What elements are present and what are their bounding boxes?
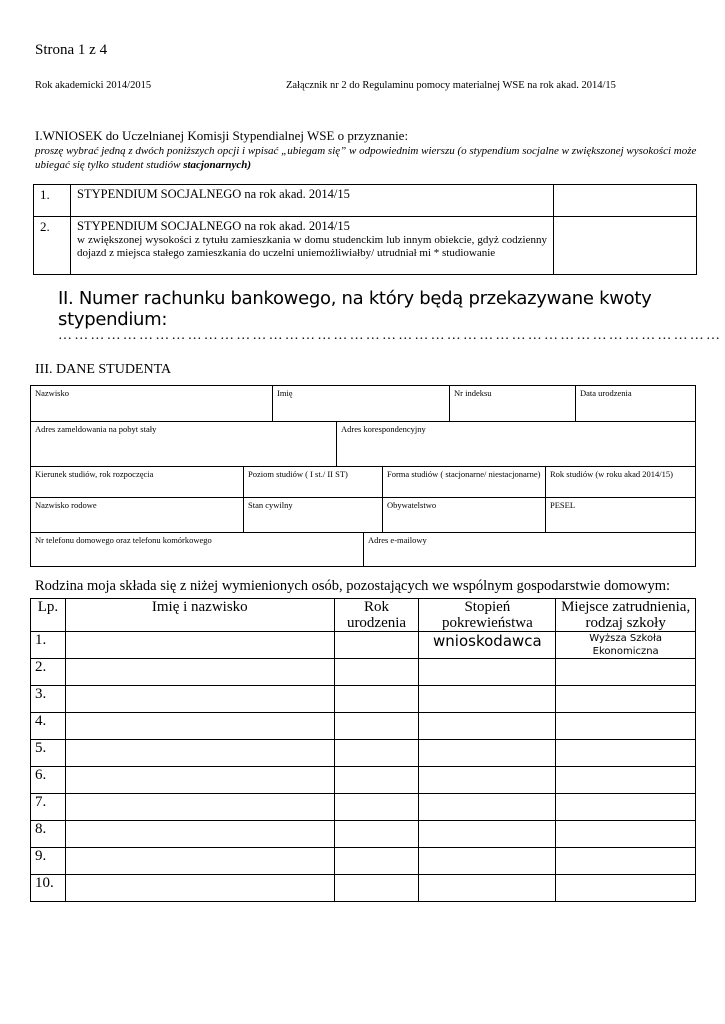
field-of-study-field[interactable]: Kierunek studiów, rok rozpoczęcia xyxy=(30,466,244,498)
row-relation-cell[interactable] xyxy=(419,686,556,713)
phone-field[interactable]: Nr telefonu domowego oraz telefonu komórkowego xyxy=(30,532,364,567)
correspondence-address-field[interactable]: Adres korespondencyjny xyxy=(336,421,696,467)
surname-field[interactable]: Nazwisko xyxy=(30,385,273,422)
row-lp: 6. xyxy=(31,767,66,794)
header-name: Imię i nazwisko xyxy=(65,599,334,632)
family-row xyxy=(31,794,696,821)
row-relation-cell[interactable] xyxy=(419,740,556,767)
row-year-cell[interactable] xyxy=(334,767,419,794)
family-row xyxy=(31,848,696,875)
row-workplace-cell[interactable] xyxy=(556,848,696,875)
row-year-cell[interactable] xyxy=(334,821,419,848)
row-relation-cell[interactable]: wnioskodawca xyxy=(419,632,556,659)
option-1-field[interactable] xyxy=(554,185,697,217)
permanent-address-field[interactable]: Adres zameldowania na pobyt stały xyxy=(30,421,337,467)
email-field[interactable]: Adres e-mailowy xyxy=(363,532,696,567)
option-number: 1. xyxy=(34,185,71,217)
row-year-cell[interactable] xyxy=(334,794,419,821)
study-level-field[interactable]: Poziom studiów ( I st./ II ST) xyxy=(243,466,383,498)
row-name-cell[interactable] xyxy=(65,740,334,767)
row-year-cell[interactable] xyxy=(334,713,419,740)
section-3-title: III. DANE STUDENTA xyxy=(35,362,172,377)
family-row xyxy=(31,821,696,848)
row-lp: 8. xyxy=(31,821,66,848)
pesel-field[interactable]: PESEL xyxy=(545,497,696,533)
family-table xyxy=(30,598,696,902)
section-2-title: II. Numer rachunku bankowego, na który będą przekazywane kwoty stypendium: xyxy=(58,288,652,330)
row-lp: 3. xyxy=(31,686,66,713)
row-year-cell[interactable] xyxy=(334,740,419,767)
instruction-bold: stacjonarnych) xyxy=(183,159,252,171)
attachment-note: Załącznik nr 2 do Regulaminu pomocy materialnej WSE na rok akad. 2014/15 xyxy=(286,80,616,91)
row-relation-cell[interactable] xyxy=(419,659,556,686)
row-workplace-cell[interactable] xyxy=(556,767,696,794)
bank-account-field[interactable]: …………………………………………………………………………………………………………… xyxy=(58,328,723,343)
header-lp: Lp. xyxy=(31,599,66,632)
family-header-row xyxy=(31,599,696,632)
option-2-field[interactable] xyxy=(554,217,697,275)
student-data-grid xyxy=(30,385,696,567)
family-row xyxy=(31,659,696,686)
option-cell xyxy=(71,217,554,275)
option-title: STYPENDIUM SOCJALNEGO na rok akad. 2014/15 xyxy=(71,185,554,217)
option-row-2 xyxy=(34,217,697,275)
option-title: STYPENDIUM SOCJALNEGO na rok akad. 2014/15 xyxy=(77,219,350,233)
row-workplace-cell[interactable] xyxy=(556,821,696,848)
row-name-cell[interactable] xyxy=(65,767,334,794)
instruction-text: proszę wybrać jedną z dwóch poniższych opcji i wpisać „ubiegam się” w odpowiednim wierszu (o stypendium socjalne w zwiększonej wysokości może ubiegać się tylko student studiów xyxy=(35,145,697,171)
family-row xyxy=(31,632,696,659)
row-lp: 4. xyxy=(31,713,66,740)
row-relation-cell[interactable] xyxy=(419,848,556,875)
row-relation-cell[interactable] xyxy=(419,767,556,794)
header-relation: Stopień pokrewieństwa xyxy=(419,599,556,632)
family-row xyxy=(31,767,696,794)
row-year-cell[interactable] xyxy=(334,632,419,659)
family-intro: Rodzina moja składa się z niżej wymienionych osób, pozostających we wspólnym gospodarstwie domowym: xyxy=(35,578,671,594)
row-workplace-cell[interactable] xyxy=(556,794,696,821)
row-workplace-cell[interactable] xyxy=(556,713,696,740)
study-year-field[interactable]: Rok studiów (w roku akad 2014/15) xyxy=(545,466,696,498)
row-name-cell[interactable] xyxy=(65,875,334,902)
row-workplace-cell[interactable] xyxy=(556,875,696,902)
row-workplace-cell[interactable] xyxy=(556,659,696,686)
row-year-cell[interactable] xyxy=(334,848,419,875)
row-workplace-cell[interactable]: Wyższa Szkoła Ekonomiczna xyxy=(556,632,696,659)
page-number: Strona 1 z 4 xyxy=(35,42,108,58)
row-year-cell[interactable] xyxy=(334,686,419,713)
option-detail: w zwiększonej wysokości z tytułu zamieszkania w domu studenckim lub innym obiekcie, gdyż codzienny dojazd z miejsca stałego zamieszkania do uczelni uniemożliwiałby/ utrudniał mi * studiowanie xyxy=(77,234,547,259)
marital-status-field[interactable]: Stan cywilny xyxy=(243,497,383,533)
option-row-1 xyxy=(34,185,697,217)
family-row xyxy=(31,713,696,740)
study-mode-field[interactable]: Forma studiów ( stacjonarne/ niestacjonarne) xyxy=(382,466,546,498)
row-relation-cell[interactable] xyxy=(419,713,556,740)
row-year-cell[interactable] xyxy=(334,875,419,902)
family-row xyxy=(31,875,696,902)
row-lp: 1. xyxy=(31,632,66,659)
row-name-cell[interactable] xyxy=(65,848,334,875)
index-number-field[interactable]: Nr indeksu xyxy=(449,385,576,422)
section-1-title: I.WNIOSEK do Uczelnianej Komisji Stypendialnej WSE o przyznanie: xyxy=(35,128,409,143)
row-relation-cell[interactable] xyxy=(419,821,556,848)
row-name-cell[interactable] xyxy=(65,659,334,686)
family-row xyxy=(31,740,696,767)
row-relation-cell[interactable] xyxy=(419,875,556,902)
row-workplace-cell[interactable] xyxy=(556,740,696,767)
header-workplace: Miejsce zatrudnienia, rodzaj szkoły xyxy=(556,599,696,632)
academic-year: Rok akademicki 2014/2015 xyxy=(35,80,152,91)
section-1-instruction xyxy=(35,144,700,172)
row-name-cell[interactable] xyxy=(65,794,334,821)
row-workplace-cell[interactable] xyxy=(556,686,696,713)
option-number: 2. xyxy=(34,217,71,275)
header-birth-year: Rok urodzenia xyxy=(334,599,419,632)
birth-date-field[interactable]: Data urodzenia xyxy=(575,385,696,422)
row-name-cell[interactable] xyxy=(65,686,334,713)
row-lp: 2. xyxy=(31,659,66,686)
row-name-cell[interactable] xyxy=(65,713,334,740)
row-year-cell[interactable] xyxy=(334,659,419,686)
row-lp: 7. xyxy=(31,794,66,821)
family-row xyxy=(31,686,696,713)
row-relation-cell[interactable] xyxy=(419,794,556,821)
maiden-name-field[interactable]: Nazwisko rodowe xyxy=(30,497,244,533)
citizenship-field[interactable]: Obywatelstwo xyxy=(382,497,546,533)
row-lp: 10. xyxy=(31,875,66,902)
row-lp: 9. xyxy=(31,848,66,875)
row-lp: 5. xyxy=(31,740,66,767)
row-name-cell[interactable] xyxy=(65,821,334,848)
scholarship-options-table xyxy=(33,184,697,275)
first-name-field[interactable]: Imię xyxy=(272,385,450,422)
row-name-cell[interactable] xyxy=(65,632,334,659)
